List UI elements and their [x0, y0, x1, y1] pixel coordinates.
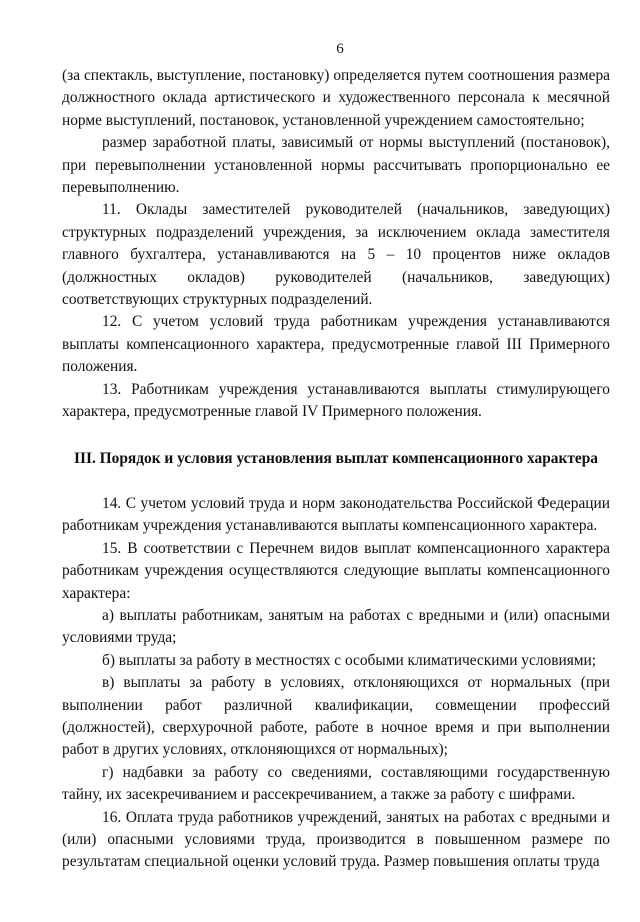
list-item-b: б) выплаты за работу в местностях с особыми климатическими условиями;	[102, 651, 597, 669]
paragraph-clause-11: 11. Оклады заместителей руководителей (начальников, заведующих) структурных подразделений учреждения, за исключением оклада заместителя главного бухгалтера, устанавливаются на 5 – 10 процентов ниже окладов (должностных окладов) руководителей (начальников, заведующих) соответствующих структурных подразделений.	[62, 201, 610, 309]
list-item-v: в) выплаты за работу в условиях, отклоняющихся от нормальных (при выполнении работ различной квалификации, совмещении профессий (должностей), сверхурочной работе, работе в ночное время и при выполнении работ в других условиях, отклоняющихся от нормальных);	[62, 674, 610, 759]
paragraph-clause-16: 16. Оплата труда работников учреждений, занятых на работах с вредными и (или) опасными условиями труда, производится в повышенном размере по результатам специальной оценки условий труда. Размер повышения оплаты труда	[62, 808, 610, 871]
paragraph-clause-14: 14. С учетом условий труда и норм законодательства Российской Федерации работникам учреждения устанавливаются выплаты компенсационного характера.	[62, 494, 610, 535]
section-heading: III. Порядок и условия установления выплат компенсационного характера	[74, 449, 598, 467]
paragraph-clause-15: 15. В соответствии с Перечнем видов выплат компенсационного характера работникам учреждения осуществляются следующие выплаты компенсационного характера:	[62, 539, 610, 602]
paragraph-p2: размер заработной платы, зависимый от нормы выступлений (постановок), при перевыполнении установленной нормы рассчитывать пропорционально ее перевыполнению.	[62, 134, 610, 197]
list-item-a: а) выплаты работникам, занятым на работах с вредными и (или) опасными условиями труда;	[62, 606, 610, 647]
list-item-g: г) надбавки за работу со сведениями, составляющими государственную тайну, их засекречиванием и рассекречиванием, а также за работу с шифрами.	[62, 763, 610, 804]
paragraph-clause-13: 13. Работникам учреждения устанавливаются выплаты стимулирующего характера, предусмотренные главой IV Примерного положения.	[62, 380, 610, 421]
page-number: 6	[336, 41, 344, 57]
paragraph-p1: (за спектакль, выступление, постановку) определяется путем соотношения размера должностного оклада артистического и художественного персонала к месячной норме выступлений, постановок, установленной учреждением самостоятельно;	[62, 67, 610, 129]
paragraph-clause-12: 12. С учетом условий труда работникам учреждения устанавливаются выплаты компенсационного характера, предусмотренные главой III Примерного положения.	[62, 313, 610, 376]
